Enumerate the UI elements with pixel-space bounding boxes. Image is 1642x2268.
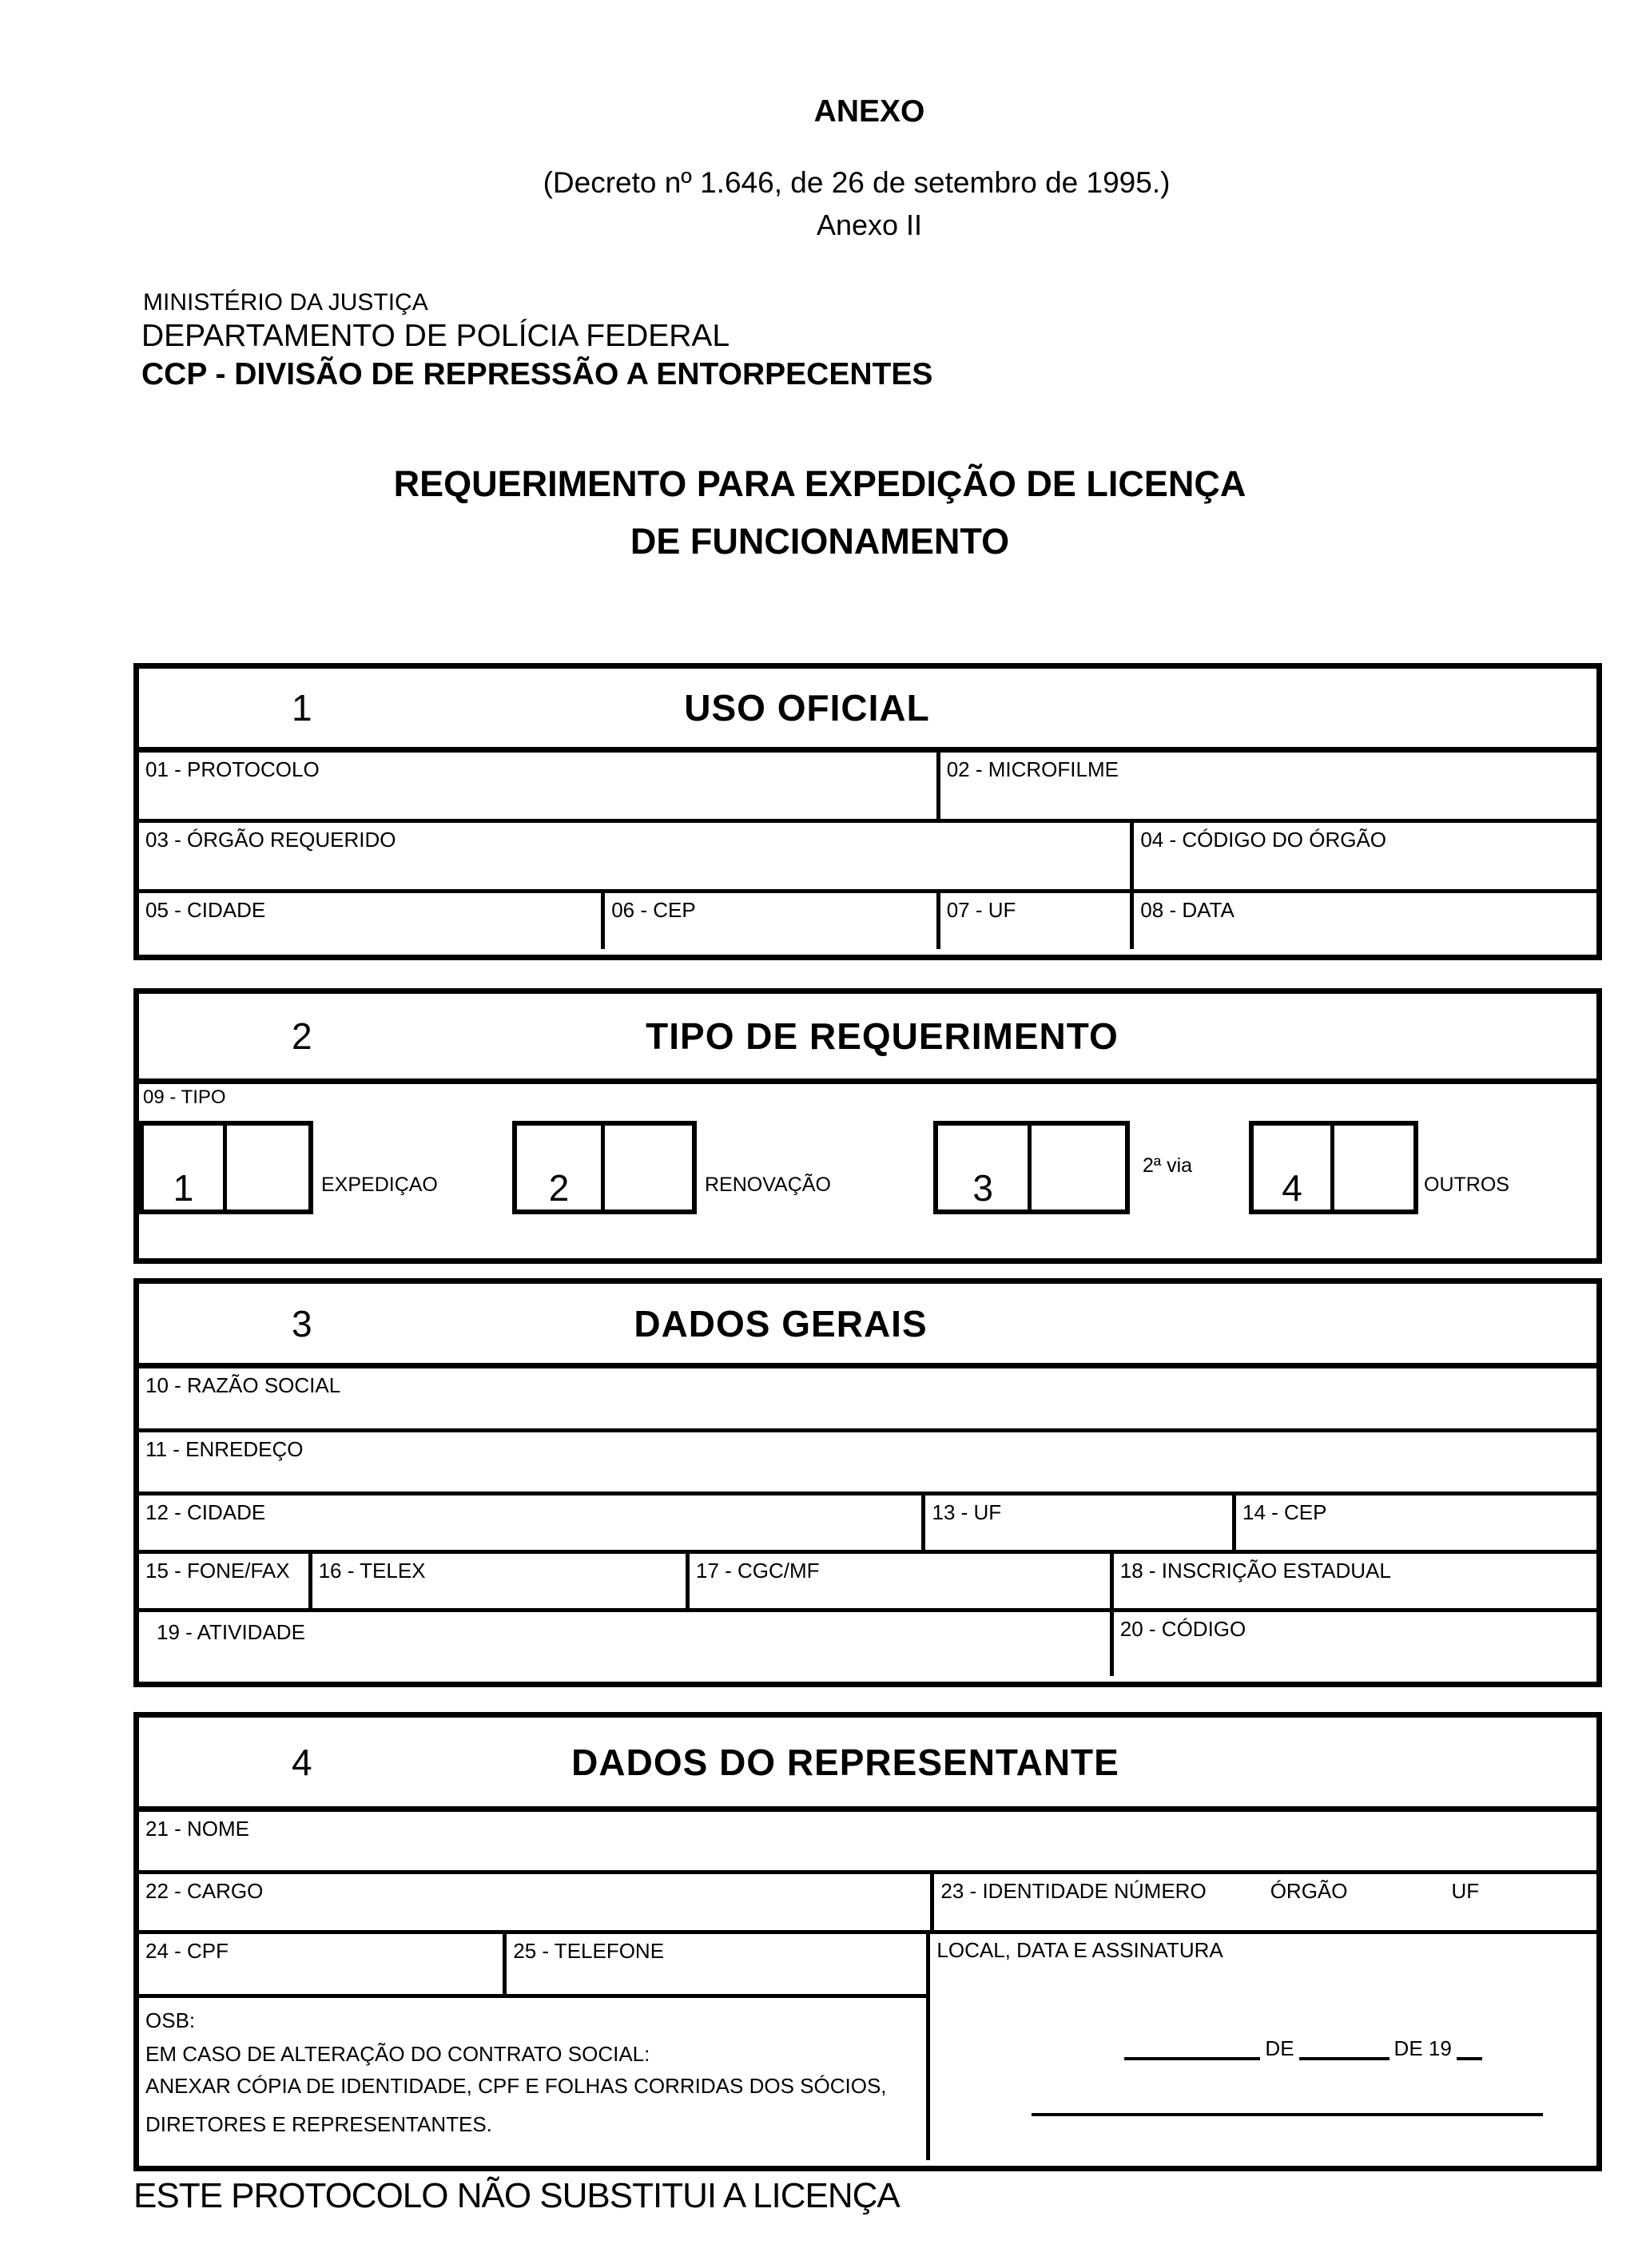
signature-line	[1032, 2113, 1543, 2116]
checkbox-expedicao-box	[223, 1126, 308, 1209]
field-09-tipo: 09 - TIPO	[143, 1086, 226, 1108]
osb-line-4: DIRETORES E REPRESENTANTES.	[145, 2112, 492, 2136]
checkbox-renovacao	[512, 1121, 697, 1214]
date-blank-2	[1299, 2036, 1390, 2060]
field-18-inscricao-estadual: 18 - INSCRIÇÃO ESTADUAL	[1110, 1554, 1596, 1608]
checkbox-outros-label: OUTROS	[1424, 1174, 1509, 1196]
field-15-fone-fax: 15 - FONE/FAX	[145, 1559, 290, 1583]
field-11-endereco: 11 - ENREDEÇO	[145, 1437, 304, 1461]
field-13-uf: 13 - UF	[921, 1495, 1232, 1550]
section-tipo-requerimento	[133, 988, 1602, 1264]
footer-protocol-notice: ESTE PROTOCOLO NÃO SUBSTITUI A LICENÇA	[133, 2176, 900, 2215]
row-15-18	[139, 1554, 1596, 1612]
checkbox-segunda-via-number: 3	[972, 1167, 993, 1209]
row-24-25	[139, 1934, 926, 1998]
section-1-title: USO OFICIAL	[684, 687, 930, 729]
local-data-assinatura-label: LOCAL, DATA E ASSINATURA	[936, 1938, 1223, 1962]
checkbox-outros-number: 4	[1282, 1167, 1302, 1209]
field-04-codigo-orgao: 04 - CÓDIGO DO ÓRGÃO	[1130, 823, 1596, 889]
section-1-number: 1	[292, 687, 312, 729]
date-de-label: DE	[1265, 2036, 1294, 2060]
section-dados-representante	[133, 1712, 1602, 2171]
section-3-header	[139, 1284, 1596, 1368]
form-title-line2: DE FUNCIONAMENTO	[630, 521, 1010, 562]
field-23-uf-label: UF	[1451, 1879, 1480, 1903]
date-blank-3	[1457, 2036, 1482, 2060]
section-4-title: DADOS DO REPRESENTANTE	[571, 1741, 1119, 1783]
row-05-08	[139, 893, 1596, 949]
section-4-header	[139, 1718, 1596, 1812]
agency-line-ministerio: MINISTÉRIO DA JUSTIÇA	[143, 289, 428, 316]
row-03-04	[139, 823, 1596, 893]
tipo-options-area	[139, 1084, 1596, 1253]
field-06-cep: 06 - CEP	[601, 893, 936, 949]
osb-note	[139, 1998, 926, 2160]
field-25-telefone: 25 - TELEFONE	[503, 1934, 926, 1994]
section-uso-oficial	[133, 663, 1602, 960]
row-22-23	[139, 1874, 1596, 1934]
date-de19-label: DE 19	[1394, 2036, 1452, 2060]
row-21	[139, 1812, 1596, 1874]
field-23-identidade-numero-label: 23 - IDENTIDADE NÚMERO	[940, 1879, 1207, 1903]
section-3-number: 3	[292, 1302, 312, 1345]
field-19-atividade: 19 - ATIVIDADE	[157, 1620, 305, 1644]
anexo-heading: ANEXO	[813, 94, 925, 129]
section-2-header	[139, 994, 1596, 1084]
section-dados-gerais	[133, 1278, 1602, 1687]
checkbox-outros-box	[1330, 1126, 1413, 1209]
osb-line-2: EM CASO DE ALTERAÇÃO DO CONTRATO SOCIAL:	[145, 2042, 650, 2066]
field-24-cpf: 24 - CPF	[145, 1939, 229, 1963]
field-21-nome: 21 - NOME	[145, 1817, 250, 1841]
date-fill-line	[1122, 2036, 1484, 2060]
checkbox-renovacao-number: 2	[548, 1167, 570, 1209]
osb-line-3: ANEXAR CÓPIA DE IDENTIDADE, CPF E FOLHAS CORRIDAS DOS SÓCIOS,	[145, 2074, 887, 2098]
checkbox-expedicao-number: 1	[173, 1167, 194, 1209]
field-10-razao-social: 10 - RAZÃO SOCIAL	[145, 1373, 341, 1397]
field-08-data: 08 - DATA	[1130, 893, 1596, 949]
form-title-line1: REQUERIMENTO PARA EXPEDIÇÃO DE LICENÇA	[393, 463, 1246, 504]
field-07-uf: 07 - UF	[936, 893, 1131, 949]
field-23-identidade	[930, 1874, 1596, 1930]
field-16-telex: 16 - TELEX	[308, 1554, 686, 1608]
checkbox-renovacao-label: RENOVAÇÃO	[705, 1174, 831, 1196]
field-03-orgao-requerido: 03 - ÓRGÃO REQUERIDO	[145, 828, 396, 852]
checkbox-outros	[1249, 1121, 1418, 1214]
section-1-header	[139, 669, 1596, 753]
left-bottom-column	[139, 1934, 930, 2160]
field-17-cgc-mf: 17 - CGC/MF	[686, 1554, 1110, 1608]
agency-line-departamento: DEPARTAMENTO DE POLÍCIA FEDERAL	[141, 319, 730, 353]
section-2-number: 2	[292, 1015, 312, 1057]
field-12-cidade: 12 - CIDADE	[145, 1500, 266, 1524]
agency-line-ccp: CCP - DIVISÃO DE REPRESSÃO A ENTORPECENTES	[141, 357, 933, 391]
row-24-25-local	[139, 1934, 1596, 2160]
field-01-protocolo: 01 - PROTOCOLO	[145, 757, 320, 781]
checkbox-renovacao-box	[601, 1126, 692, 1209]
checkbox-segunda-via-box	[1028, 1126, 1125, 1209]
field-22-cargo: 22 - CARGO	[145, 1879, 264, 1903]
field-14-cep: 14 - CEP	[1232, 1495, 1596, 1550]
checkbox-expedicao-label: EXPEDIÇAO	[321, 1174, 438, 1196]
checkbox-segunda-via-label: 2ª via	[1143, 1154, 1193, 1177]
osb-line-1: OSB:	[145, 2008, 196, 2032]
anexo-ii-line: Anexo II	[816, 209, 923, 241]
section-4-number: 4	[292, 1741, 312, 1783]
checkbox-segunda-via	[933, 1121, 1130, 1214]
section-3-title: DADOS GERAIS	[634, 1302, 928, 1345]
field-23-orgao-label: ÓRGÃO	[1270, 1879, 1348, 1903]
row-11	[139, 1432, 1596, 1495]
row-10	[139, 1368, 1596, 1432]
checkbox-expedicao	[139, 1121, 313, 1214]
field-05-cidade: 05 - CIDADE	[145, 898, 266, 922]
section-2-title: TIPO DE REQUERIMENTO	[646, 1015, 1119, 1057]
date-blank-1	[1124, 2036, 1260, 2060]
row-12-14	[139, 1495, 1596, 1554]
row-19-20	[139, 1612, 1596, 1676]
decreto-line: (Decreto nº 1.646, de 26 de setembro de 1995.)	[543, 166, 1171, 199]
field-02-microfilme: 02 - MICROFILME	[936, 753, 1596, 819]
local-data-assinatura-cell	[930, 1934, 1596, 2160]
row-01-02	[139, 753, 1596, 823]
field-20-codigo: 20 - CÓDIGO	[1110, 1612, 1596, 1676]
